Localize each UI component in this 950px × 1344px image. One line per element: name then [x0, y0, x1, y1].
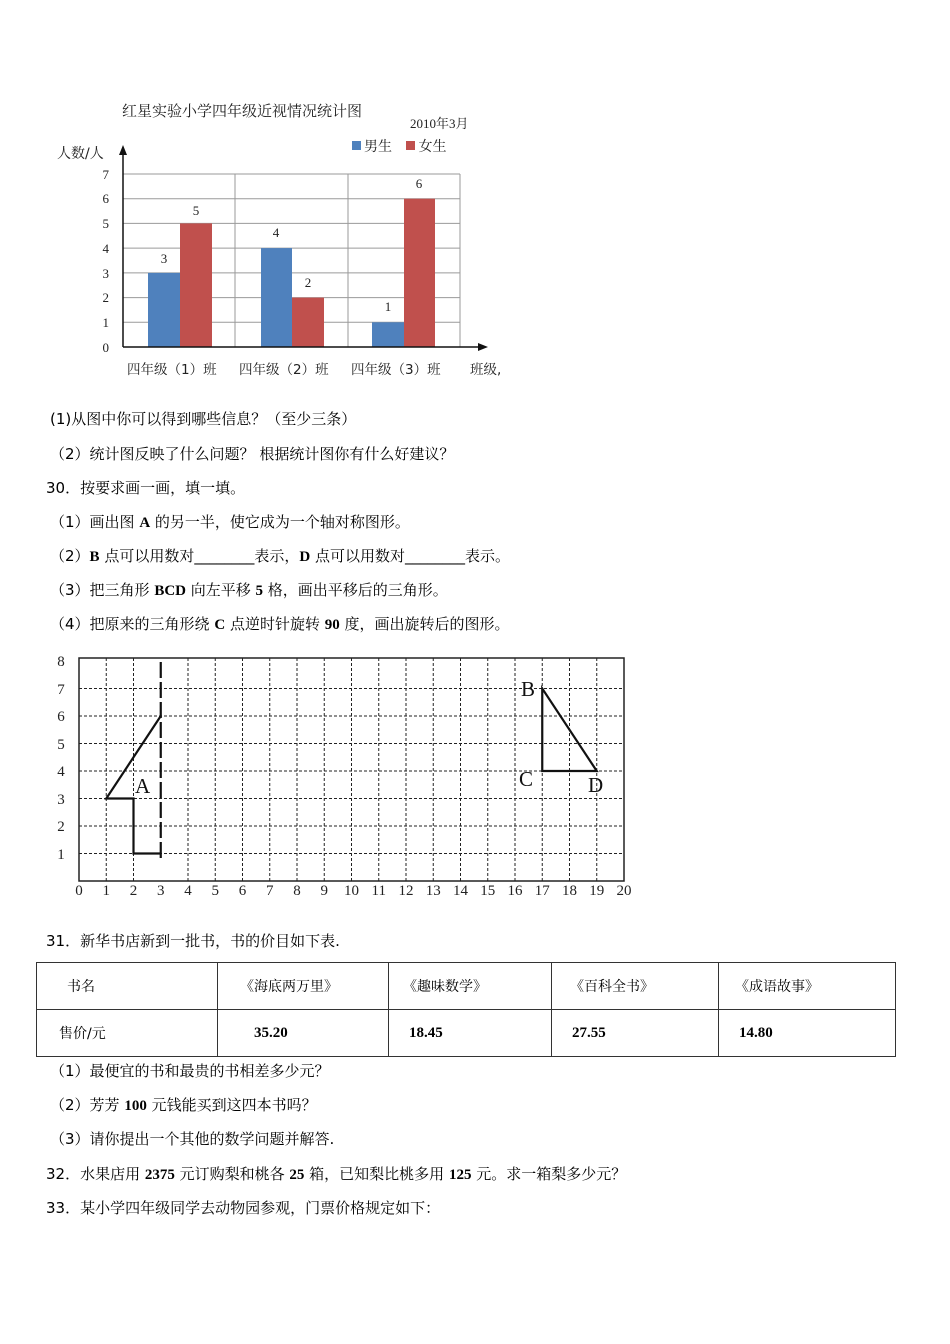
- svg-text:1: 1: [102, 315, 109, 330]
- svg-text:9: 9: [320, 883, 328, 899]
- label-b: B: [521, 677, 536, 701]
- svg-text:4: 4: [184, 883, 192, 899]
- svg-text:5: 5: [192, 203, 200, 218]
- svg-text:1: 1: [102, 883, 110, 899]
- x-category-1: 四年级（1）班: [127, 362, 217, 378]
- y-axis-arrow-icon: [119, 145, 127, 155]
- svg-text:3: 3: [57, 792, 65, 808]
- chart-y-ticks: [103, 167, 110, 355]
- svg-text:5: 5: [57, 737, 65, 753]
- svg-text:6: 6: [102, 191, 109, 206]
- q30-sub2: （2）B 点可以用数对________表示，D 点可以用数对________表示。: [50, 547, 510, 565]
- svg-text:5: 5: [102, 216, 109, 231]
- chart-plot: [0, 0, 950, 400]
- svg-text:3: 3: [102, 266, 109, 281]
- svg-text:8: 8: [293, 883, 301, 899]
- table-cell: 书名: [37, 963, 218, 1010]
- svg-text:0: 0: [75, 883, 83, 899]
- q33-text: 33．某小学四年级同学去动物园参观，门票价格规定如下：: [46, 1199, 441, 1217]
- svg-text:4: 4: [272, 225, 280, 240]
- table-cell: 《趣味数学》: [389, 963, 552, 1010]
- svg-text:1: 1: [384, 299, 392, 314]
- svg-text:6: 6: [415, 176, 423, 191]
- svg-text:14: 14: [453, 883, 468, 899]
- svg-text:5: 5: [211, 883, 219, 899]
- svg-text:16: 16: [507, 883, 523, 899]
- svg-text:15: 15: [480, 883, 496, 899]
- table-header-row: [37, 963, 896, 1010]
- q32-text: 32．水果店用 2375 元订购梨和桃各 25 箱，已知梨比桃多用 125 元。求一箱梨多少元？: [46, 1165, 627, 1183]
- grid-x-labels: [75, 883, 631, 899]
- svg-text:4: 4: [102, 241, 109, 256]
- q31-sub1: （1）最便宜的书和最贵的书相差多少元？: [50, 1062, 330, 1080]
- svg-text:20: 20: [616, 883, 632, 899]
- svg-text:3: 3: [157, 883, 165, 899]
- svg-text:7: 7: [57, 682, 65, 698]
- chart-date: 2010年3月: [410, 116, 469, 131]
- svg-text:3: 3: [160, 251, 168, 266]
- x-axis-arrow-icon: [478, 343, 488, 351]
- label-d: D: [588, 773, 604, 797]
- x-category-2: 四年级（2）班: [239, 362, 329, 378]
- label-a: A: [135, 774, 151, 798]
- q30-sub3: （3）把三角形 BCD 向左平移 5 格，画出平移后的三角形。: [50, 581, 448, 599]
- svg-text:19: 19: [589, 883, 605, 899]
- q30-sub1: （1）画出图 A 的另一半，使它成为一个轴对称图形。: [50, 513, 410, 531]
- table-cell: 《海底两万里》: [218, 963, 389, 1010]
- svg-text:4: 4: [57, 764, 65, 780]
- label-c: C: [519, 767, 534, 791]
- x-category-3: 四年级（3）班: [351, 362, 441, 378]
- table-cell: 《百科全书》: [552, 963, 719, 1010]
- table-cell: 18.45: [389, 1010, 552, 1057]
- svg-text:12: 12: [398, 883, 414, 899]
- x-axis-label: 班级,: [470, 362, 502, 378]
- svg-text:2: 2: [57, 819, 65, 835]
- table-cell: 14.80: [719, 1010, 896, 1057]
- grid-point-labels: [135, 677, 603, 798]
- svg-text:2: 2: [304, 275, 312, 290]
- q30-sub4: （4）把原来的三角形绕 C 点逆时针旋转 90 度，画出旋转后的图形。: [50, 615, 510, 633]
- y-axis-label: 人数/人: [57, 146, 104, 162]
- q31-title: 31．新华书店新到一批书，书的价目如下表.: [46, 932, 340, 950]
- svg-text:1: 1: [57, 847, 65, 863]
- q31-sub2: （2）芳芳 100 元钱能买到这四本书吗？: [50, 1096, 317, 1114]
- grid-y-labels: [57, 654, 65, 863]
- table-cell: 售价/元: [37, 1010, 218, 1057]
- table-row: [37, 1010, 896, 1057]
- svg-text:10: 10: [344, 883, 359, 899]
- table-cell: 《成语故事》: [719, 963, 896, 1010]
- svg-text:2: 2: [129, 883, 138, 899]
- q31-sub3: （3）请你提出一个其他的数学问题并解答.: [50, 1130, 335, 1148]
- svg-text:13: 13: [425, 883, 441, 899]
- svg-text:11: 11: [371, 883, 386, 899]
- svg-text:0: 0: [102, 340, 109, 355]
- svg-text:2: 2: [102, 290, 109, 305]
- q30-title: 30．按要求画一画，填一填。: [46, 479, 246, 497]
- coordinate-grid: [0, 640, 950, 905]
- svg-text:7: 7: [102, 167, 109, 182]
- svg-text:7: 7: [266, 883, 274, 899]
- svg-text:6: 6: [57, 709, 65, 725]
- q29-sub2: （2）统计图反映了什么问题？ 根据统计图你有什么好建议？: [50, 445, 455, 463]
- book-price-table: [36, 962, 896, 1057]
- svg-text:8: 8: [57, 654, 65, 670]
- table-cell: 35.20: [218, 1010, 389, 1057]
- table-cell: 27.55: [552, 1010, 719, 1057]
- chart-title: 红星实验小学四年级近视情况统计图: [122, 102, 363, 120]
- svg-text:17: 17: [534, 883, 550, 899]
- legend-item-boys: 男生: [352, 139, 392, 155]
- svg-text:18: 18: [562, 883, 577, 899]
- legend-item-girls: 女生: [406, 139, 446, 155]
- q29-sub1: (1)从图中你可以得到哪些信息？（至少三条）: [50, 410, 357, 428]
- svg-text:6: 6: [238, 883, 247, 899]
